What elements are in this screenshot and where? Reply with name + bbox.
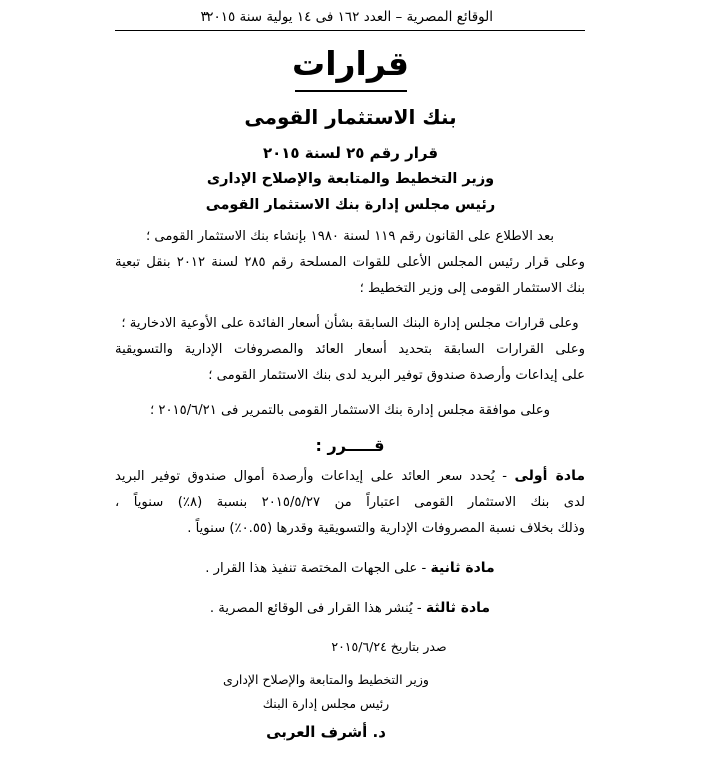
signature-block	[201, 668, 451, 746]
decree-body	[115, 224, 585, 658]
gazette-title: الوقائع المصرية – العدد ١٦٢ فى ١٤ يولية سنة ٢٠١٥	[206, 9, 493, 25]
preamble-line-2b: بنك الاستثمار القومى إلى وزير التخطيط ؛	[359, 281, 585, 296]
decided-heading: قـــــرر :	[315, 436, 385, 455]
preamble-line-4b: على إيداعات وأرصدة صندوق توفير البريد لدى بنك الاستثمار القومى ؛	[208, 368, 585, 383]
article-1-text-b: لدى بنك الاستثمار القومى اعتباراً من ٢٠١٥/٥/٢٧ بنسبة (٨٪) سنوياً ،	[115, 495, 586, 510]
institution-name: بنك الاستثمار القومى	[244, 105, 457, 129]
decree-number: قرار رقم ٢٥ لسنة ٢٠١٥	[262, 144, 439, 162]
article-1-text-c: وذلك بخلاف نسبة المصروفات الإدارية والتسويقية وقدرها (٠.٥٥٪) سنوياً .	[187, 521, 585, 536]
page-title-underline	[295, 90, 407, 92]
preamble-line-3: وعلى قرارات مجلس إدارة البنك السابقة بشأن أسعار الفائدة على الأوعية الادخارية ؛	[121, 316, 579, 331]
article-2-text: - على الجهات المختصة تنفيذ هذا القرار .	[205, 561, 427, 577]
article-3-label: مادة ثالثة	[425, 600, 491, 617]
running-head	[0, 8, 701, 30]
article-1	[115, 463, 585, 490]
issue-date: صدر بتاريخ ٢٠١٥/٦/٢٤	[331, 638, 447, 654]
signatory-role-line-1: وزير التخطيط والمتابعة والإصلاح الإدارى	[223, 672, 429, 687]
preamble-line-1: بعد الاطلاع على القانون رقم ١١٩ لسنة ١٩٨٠ بإنشاء بنك الاستثمار القومى ؛	[145, 229, 555, 244]
article-2	[115, 555, 585, 582]
article-1-label: مادة أولى	[514, 468, 585, 484]
preamble-line-4a: وعلى القرارات السابقة بتحديد أسعار العائد والمصروفات الإدارية والتسويقية	[115, 342, 585, 357]
article-3	[115, 595, 585, 622]
preamble-line-5: وعلى موافقة مجلس إدارة بنك الاستثمار القومى بالتمرير فى ٢٠١٥/٦/٢١ ؛	[149, 403, 551, 418]
article-3-text: - يُنشر هذا القرار فى الوقائع المصرية .	[209, 601, 422, 617]
header-divider-rule	[115, 30, 585, 31]
article-1-text-a: - يُحدد سعر العائد على إيداعات وأرصدة أموال صندوق توفير البريد	[115, 469, 508, 484]
signatory-name: د. أشرف العربى	[266, 723, 386, 741]
article-2-label: مادة ثانية	[430, 560, 495, 577]
preamble-line-2a: وعلى قرار رئيس المجلس الأعلى للقوات المسلحة رقم ٢٨٥ لسنة ٢٠١٢ بنقل تبعية	[115, 255, 585, 270]
page-number: ٣	[200, 9, 208, 25]
issuing-chairman-title: رئيس مجلس إدارة بنك الاستثمار القومى	[205, 197, 496, 213]
issuing-minister-title: وزير التخطيط والمتابعة والإصلاح الإدارى	[206, 171, 495, 187]
page-title: قرارات	[292, 44, 409, 83]
signatory-role-line-2: رئيس مجلس إدارة البنك	[262, 696, 390, 711]
